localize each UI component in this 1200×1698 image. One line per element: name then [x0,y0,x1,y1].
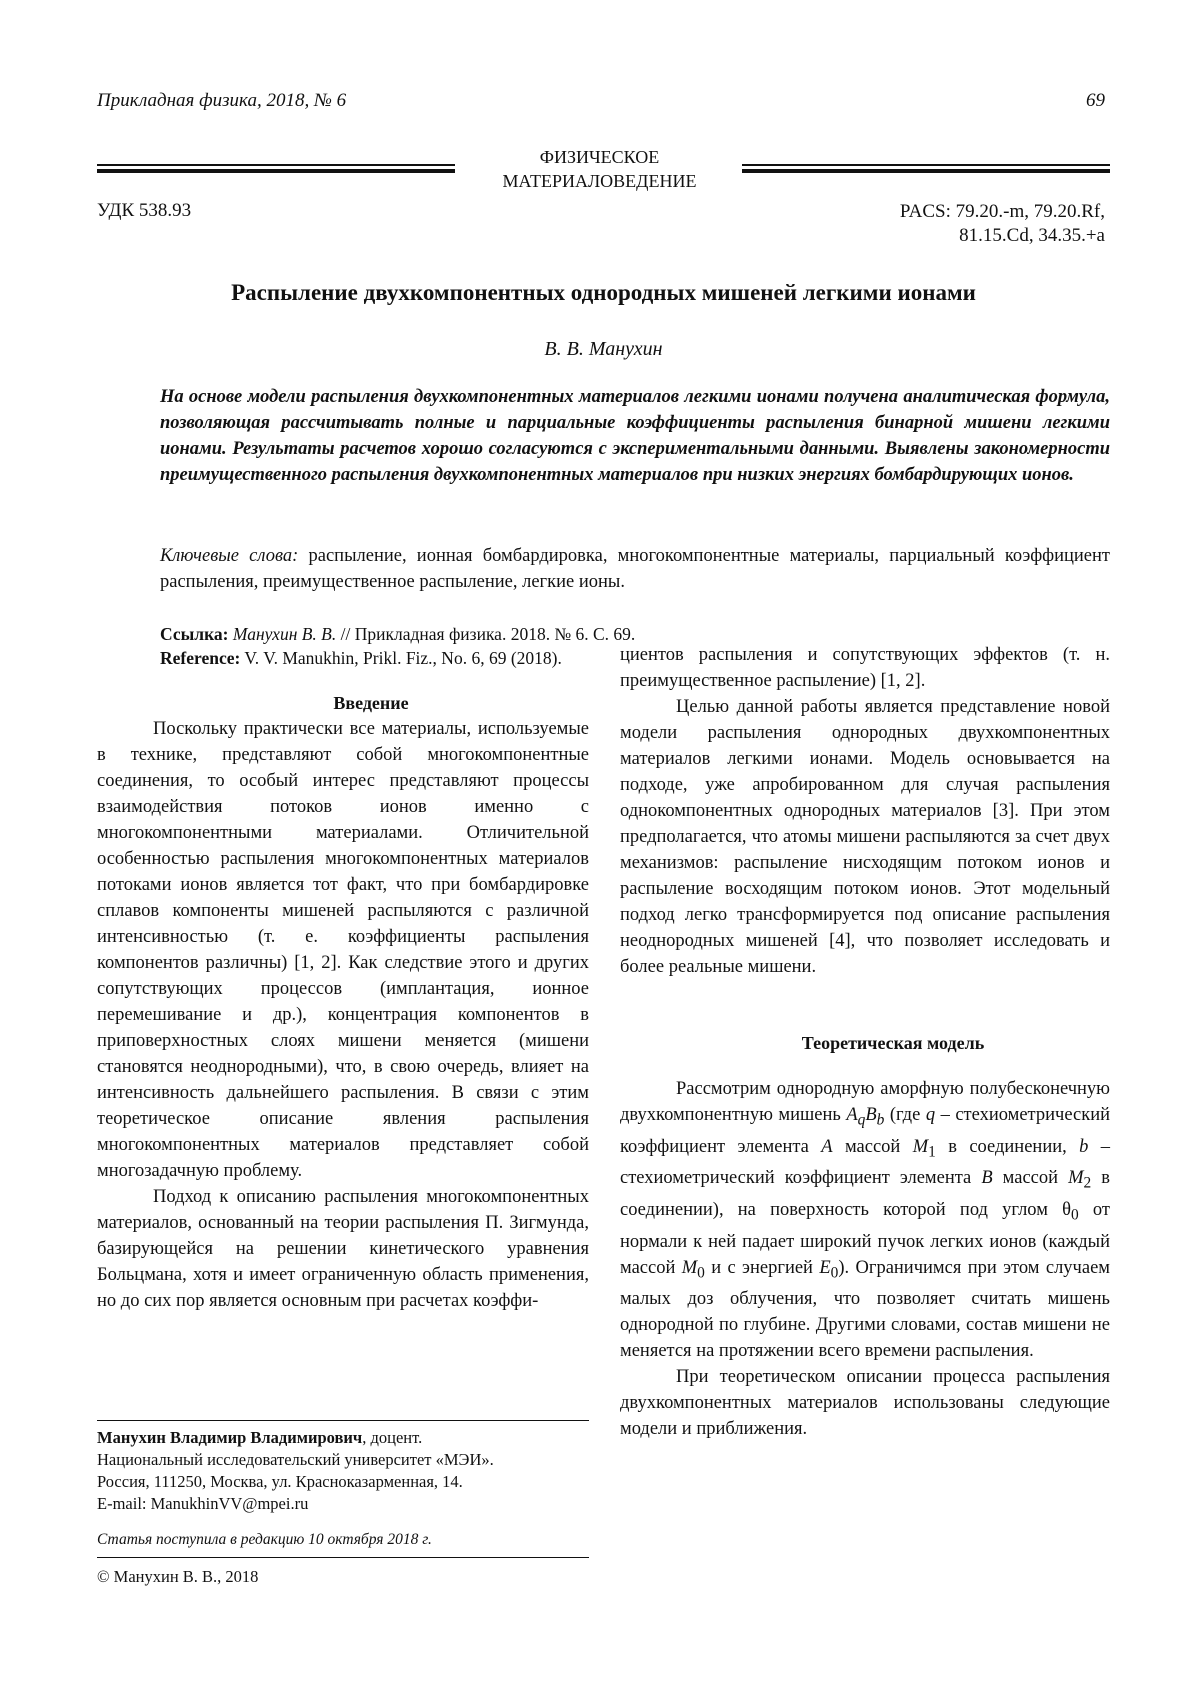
footnote-author-name: Манухин Владимир Владимирович [97,1428,363,1447]
footnote-divider [97,1420,589,1421]
page-number: 69 [1086,90,1105,111]
footnote-name-line [97,1427,597,1449]
intro-paragraph-1: Поскольку практически все материалы, используемые в технике, представляют собой многокомпонентные соединения, то особый интерес представляют процессы взаимодействия потоков ионов именно с многокомпонентными материалами. Отличительной особенностью распыления многокомпонентных материалов потоками ионов является тот факт, что при бомбардировке сплавов компоненты мишеней распыляются с различной интенсивностью (т. е. коэффициенты распыления компонентов различны) [1, 2]. Как следствие этого и других сопутствующих процессов (имплантация, ионное перемешивание и др.), концентрация компонентов в приповерхностных слоях мишени меняется (мишени становятся неоднородными), что, в свою очередь, влияет на интенсивность дальнейшего распыления. В связи с этим теоретическое описание явления распыления многокомпонентных материалов представляет собой многозадачную проблему. [97,719,589,1181]
reference-label: Reference: [160,648,241,668]
section-title-line1: ФИЗИЧЕСКОЕ [539,147,660,167]
left-column [97,690,589,1314]
footnote-email: E-mail: ManukhinVV@mpei.ru [97,1494,309,1513]
footnote-org: Национальный исследовательский университет «МЭИ». [97,1450,494,1469]
section-title-line2: МАТЕРИАЛОВЕДЕНИЕ [502,171,697,191]
received-date: Статья поступила в редакцию 10 октября 2018 г. [97,1531,432,1548]
copyright-divider [97,1557,589,1558]
pacs-line2: 81.15.Cd, 34.35.+a [959,225,1105,246]
keywords-label: Ключевые слова: [160,546,299,566]
article-title: Распыление двухкомпонентных однородных мишеней легкими ионами [231,280,976,305]
right-paragraph-approximations: При теоретическом описании процесса распыления двухкомпонентных материалов использованы следующие модели и приближения. [620,1367,1110,1440]
right-column [620,645,1111,1442]
keywords [160,543,1110,595]
right-paragraph-continued: циентов распыления и сопутствующих эффектов (т. н. преимущественное распыление) [1, 2]. [620,645,1110,691]
right-paragraph-model: Рассмотрим однородную аморфную полубесконечную двухкомпонентную мишень $A_qB_b$ (где q – стехиометрический коэффициент элемента A массой $M_1$ в соединении, b – стехиометрический коэффициент элемента B массой $M_2$ в соединении), на поверхность которой под углом $\theta_0$ от нормали к ней падает широкий пучок легких ионов (каждый массой $M_0$ и с энергией $E_0$). Ограничимся при этом случаем малых доз облучения, что позволяет считать мишень однородной по глубине. Другими словами, состав мишени не меняется на протяжении всего времени распыления. [620,1079,1111,1362]
copyright: © Манухин В. В., 2018 [97,1567,259,1586]
intro-paragraph-2: Подход к описанию распыления многокомпонентных материалов, основанный на теории распыления П. Зигмунда, базирующейся на решении кинетического уравнения Больцмана, хотя и имеет ограниченную область применения, но до сих пор является основным при расчетах коэффи- [97,1187,589,1311]
pacs-codes [900,200,1105,248]
citation-rest: // Прикладная физика. 2018. № 6. С. 69. [340,624,636,644]
right-paragraph-goal: Целью данной работы является представление новой модели распыления однородных двухкомпонентных материалов легкими ионами. Модель основывается на подходе, уже апробированном для случая распыления однокомпонентных однородных материалов [3]. При этом предполагается, что атомы мишени распыляются за счет двух механизмов: распыление нисходящим потоком ионов и распыление восходящим потоком ионов. Этот модельный подход легко трансформируется под описание распыления неоднородных мишеней [4], что позволяет исследовать и более реальные мишени. [620,697,1110,977]
article-author: В. В. Манухин [544,338,663,360]
author-footnote [97,1427,597,1515]
citation-author: Манухин В. В. [232,624,337,644]
abstract: На основе модели распыления двухкомпонентных материалов легкими ионами получена аналитическая формула, позволяющая рассчитывать полные и парциальные коэффициенты распыления бинарной мишени легкими ионами. Результаты расчетов хорошо согласуются с экспериментальными данными. Выявлены закономерности преимущественного распыления двухкомпонентных материалов при низких энергиях бомбардирующих ионов. [160,387,1110,485]
pacs-line1: PACS: 79.20.-m, 79.20.Rf, [899,201,1105,222]
section-rule-left [97,164,455,173]
footnote-address: Россия, 111250, Москва, ул. Красноказарменная, 14. [97,1472,463,1491]
udk-code: УДК 538.93 [97,200,192,221]
reference-rest: V. V. Manukhin, Prikl. Fiz., No. 6, 69 (2018). [244,648,562,668]
journal-title: Прикладная физика, 2018, № 6 [97,90,347,111]
footnote-position: , доцент. [362,1428,423,1447]
section-rule-right [742,164,1110,173]
heading-theory: Теоретическая модель [801,1033,985,1053]
heading-introduction: Введение [333,693,409,713]
keywords-text: распыление, ионная бомбардировка, многокомпонентные материалы, парциальный коэффициент распыления, преимущественное распыление, легкие ионы. [160,546,1111,592]
section-title [457,145,742,193]
citation-label: Ссылка: [160,624,229,644]
section-header [97,145,1110,195]
